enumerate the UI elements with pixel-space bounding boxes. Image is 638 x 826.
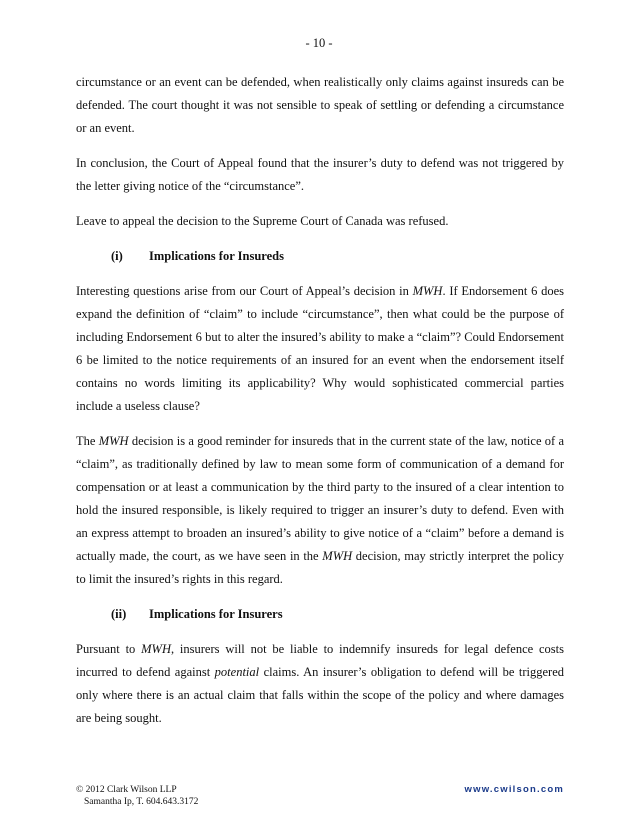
- paragraph-3: Leave to appeal the decision to the Supreme Court of Canada was refused.: [76, 214, 449, 228]
- page-number: - 10 -: [305, 36, 333, 50]
- text-run: Interesting questions arise from our Court of Appeal’s decision in: [76, 284, 413, 298]
- emphasis: potential: [214, 665, 260, 679]
- paragraph-1: circumstance or an event can be defended, when realistically only claims against insureds can be defended. The court thought it was not sensible to speak of settling or defending a circumstance or an event.: [76, 75, 564, 135]
- text-run: decision is a good reminder for insureds that in the current state of the law, notice of a “claim”, as traditionally defined by law to mean some form of communication of a demand for compensation or at least a communication by the third party to the insured of a clear intention to hold the insured responsible, is likely required to trigger an insurer’s duty to defend. Even with an express attempt to broaden an insured’s ability to give notice of a “claim” before a demand is actually made, the court, as we have seen in the: [76, 434, 565, 563]
- case-name: MWH: [141, 642, 171, 656]
- text-run: Pursuant to: [76, 642, 142, 656]
- case-name: MWH: [412, 284, 443, 298]
- text-run: decision, may strictly interpret the policy to limit the insured’s rights in this regard.: [76, 549, 564, 586]
- footer-copyright: © 2012 Clark Wilson LLP: [76, 785, 177, 795]
- footer-author: Samantha Ip, T. 604.643.3172: [84, 797, 199, 807]
- heading-implications-insureds: [76, 245, 564, 268]
- heading-number: (ii): [111, 607, 127, 621]
- paragraph-5: [76, 430, 564, 591]
- paragraph-4: [76, 280, 564, 418]
- heading-title: Implications for Insurers: [149, 607, 283, 621]
- text-run: claims. An insurer’s obligation to defend will be triggered only where there is an actual claim that falls within the scope of the policy and where damages are being sought.: [76, 665, 564, 725]
- heading-number: (i): [111, 249, 123, 263]
- text-run: The: [76, 434, 99, 448]
- heading-title: Implications for Insureds: [149, 249, 284, 263]
- footer-info: [76, 784, 198, 808]
- text-run: , insurers will not be liable to indemnify insureds for legal defence costs incurred to defend against: [76, 642, 564, 679]
- case-name: MWH: [322, 549, 353, 563]
- footer-website-link[interactable]: www.cwilson.com: [464, 784, 564, 795]
- text-run: . If Endorsement 6 does expand the definition of “claim” to include “circumstance”, then what could be the purpose of including Endorsement 6 but to alter the insured’s ability to make a “claim”? Could Endorsement 6 be limited to the notice requirements of an insured for an event when the endorsement itself contains no words limiting its applicability? Why would sophisticated commercial parties include a useless clause?: [76, 284, 564, 413]
- heading-implications-insurers: [76, 603, 564, 626]
- document-body: [76, 71, 564, 730]
- case-name: MWH: [98, 434, 129, 448]
- paragraph-2: In conclusion, the Court of Appeal found that the insurer’s duty to defend was not triggered by the letter giving notice of the “circumstance”.: [76, 156, 564, 193]
- paragraph-6: [76, 638, 564, 730]
